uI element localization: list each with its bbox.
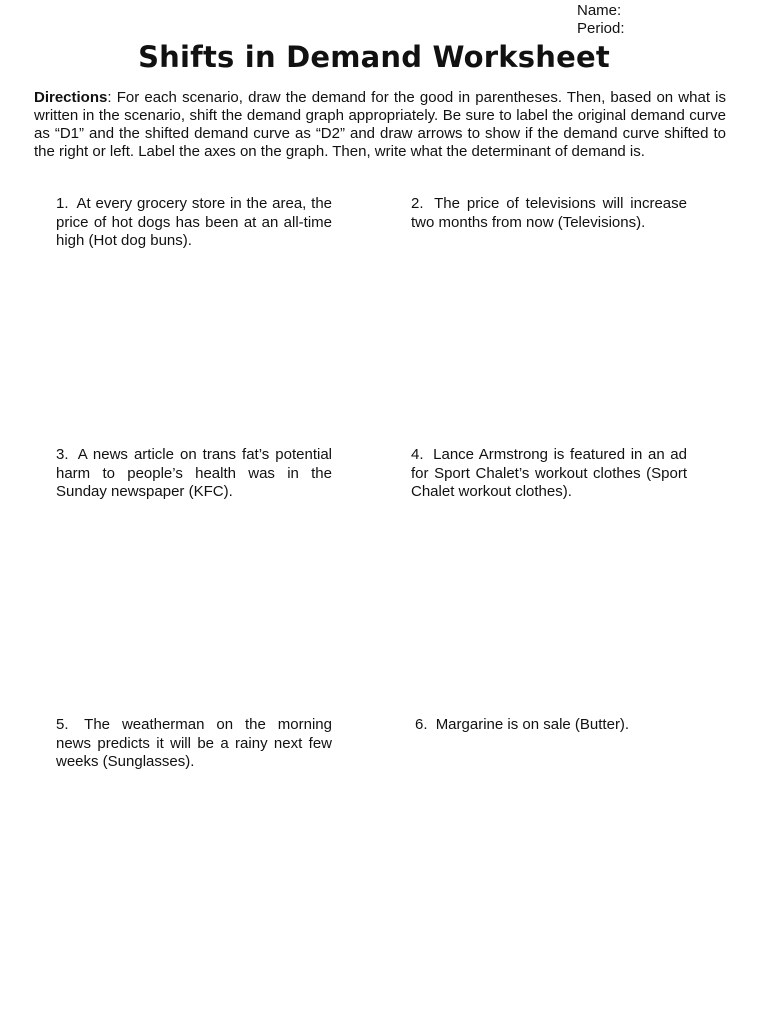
question-1 [56,195,332,251]
question-text: Lance Armstrong is featured in an ad for Sport Chalet’s workout clothes (Sport Chalet workout clothes). [411,446,687,500]
directions-label: Directions [34,89,108,106]
question-3 [56,446,332,502]
question-2 [411,195,687,232]
question-text: The price of televisions will increase two months from now (Televisions). [411,195,687,231]
question-4 [411,446,687,502]
question-text: The weatherman on the morning news predicts it will be a rainy next few weeks (Sunglasses). [56,716,332,770]
question-text: Margarine is on sale (Butter). [435,716,630,733]
name-label: Name: [577,2,622,19]
question-number: 1. [56,195,69,212]
question-text: At every grocery store in the area, the price of hot dogs has been at an all-time high (Hot dog buns). [56,195,332,249]
question-number: 3. [56,446,69,463]
question-6 [415,716,691,735]
directions-paragraph [34,89,726,161]
question-number: 4. [411,446,424,463]
question-number: 2. [411,195,424,212]
question-text: A news article on trans fat’s potential harm to people’s health was in the Sunday newspaper (KFC). [56,446,333,500]
student-info-fields [577,2,625,38]
period-label: Period: [577,20,625,37]
question-number: 5. [56,716,69,733]
directions-text: : For each scenario, draw the demand for the good in parentheses. Then, based on what is written in the scenario, shift the demand graph appropriately. Be sure to label the original demand curve as “D1” and the shifted demand curve as “D2” and draw arrows to show if the demand curve shifted to the right or left. Label the axes on the graph. Then, write what the determinant of demand is. [34,89,726,160]
question-5 [56,716,332,772]
page-title: Shifts in Demand Worksheet [138,40,610,74]
question-number: 6. [415,716,428,733]
